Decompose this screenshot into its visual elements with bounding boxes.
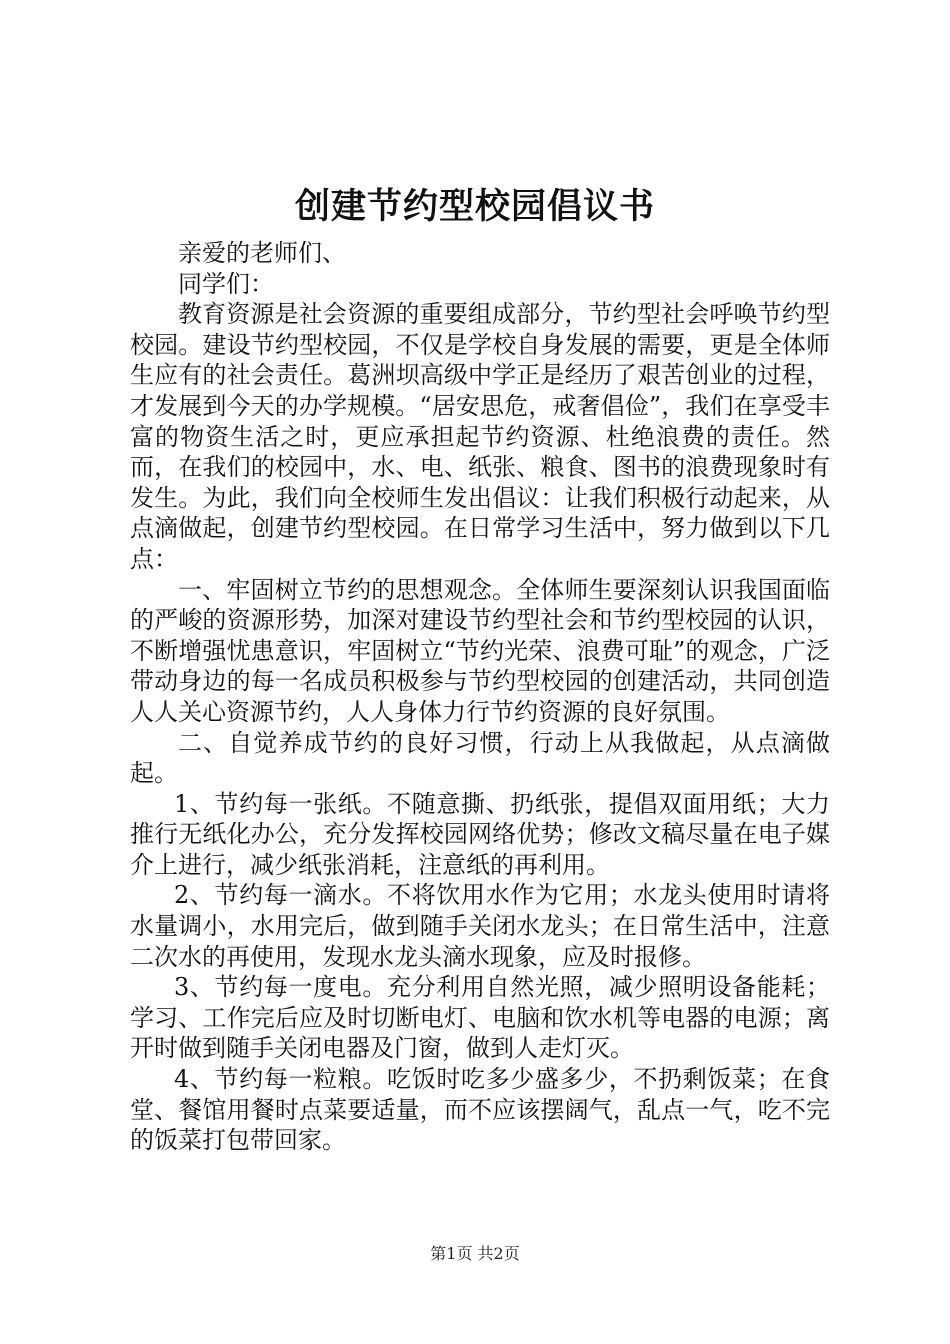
document-body <box>130 238 830 1156</box>
page-footer: 第1页 共2页 <box>430 1244 520 1263</box>
document-title: 创建节约型校园倡议书 <box>294 186 655 227</box>
list-item: 4、节约每一粒粮。吃饭时吃多少盛多少，不扔剩饭菜；在食堂、餐馆用餐时点菜要适量，而不应该摆阔气，乱点一气，吃不完的饭菜打包带回家。 <box>130 1065 830 1155</box>
list-item: 1、节约每一张纸。不随意撕、扔纸张，提倡双面用纸；大力推行无纸化办公，充分发挥校园网络优势；修改文稿尽量在电子媒介上进行，减少纸张消耗，注意纸的再利用。 <box>130 789 830 879</box>
body-paragraph: 二、自觉养成节约的良好习惯，行动上从我做起，从点滴做起。 <box>130 728 830 788</box>
salutation-line: 同学们： <box>178 269 274 298</box>
body-paragraph: 教育资源是社会资源的重要组成部分，节约型社会呼唤节约型校园。建设节约型校园，不仅是学校自身发展的需要，更是全体师生应有的社会责任。葛洲坝高级中学正是经历了艰苦创业的过程，才发展到今天的办学规模。“居安思危，戒奢倡俭”，我们在享受丰富的物资生活之时，更应承担起节约资源、杜绝浪费的责任。然而，在我们的校园中，水、电、纸张、粮食、图书的浪费现象时有发生。为此，我们向全校师生发出倡议：让我们积极行动起来，从点滴做起，创建节约型校园。在日常学习生活中，努力做到以下几点： <box>130 300 830 573</box>
salutation-line: 亲爱的老师们、 <box>178 239 346 267</box>
body-paragraph: 一、牢固树立节约的思想观念。全体师生要深刻认识我国面临的严峻的资源形势，加深对建设节约型社会和节约型校园的认识，不断增强忧患意识，牢固树立“节约光荣、浪费可耻”的观念，广泛带动身边的每一名成员积极参与节约型校园的创建活动，共同创造人人关心资源节约，人人身体力行节约资源的良好氛围。 <box>130 575 830 726</box>
list-item: 3、节约每一度电。充分利用自然光照，减少照明设备能耗；学习、工作完后应及时切断电灯、电脑和饮水机等电器的电源；离开时做到随手关闭电器及门窗，做到人走灯灭。 <box>130 973 830 1063</box>
list-item: 2、节约每一滴水。不将饮用水作为它用；水龙头使用时请将水量调小，水用完后，做到随手关闭水龙头；在日常生活中，注意二次水的再使用，发现水龙头滴水现象，应及时报修。 <box>130 881 830 971</box>
